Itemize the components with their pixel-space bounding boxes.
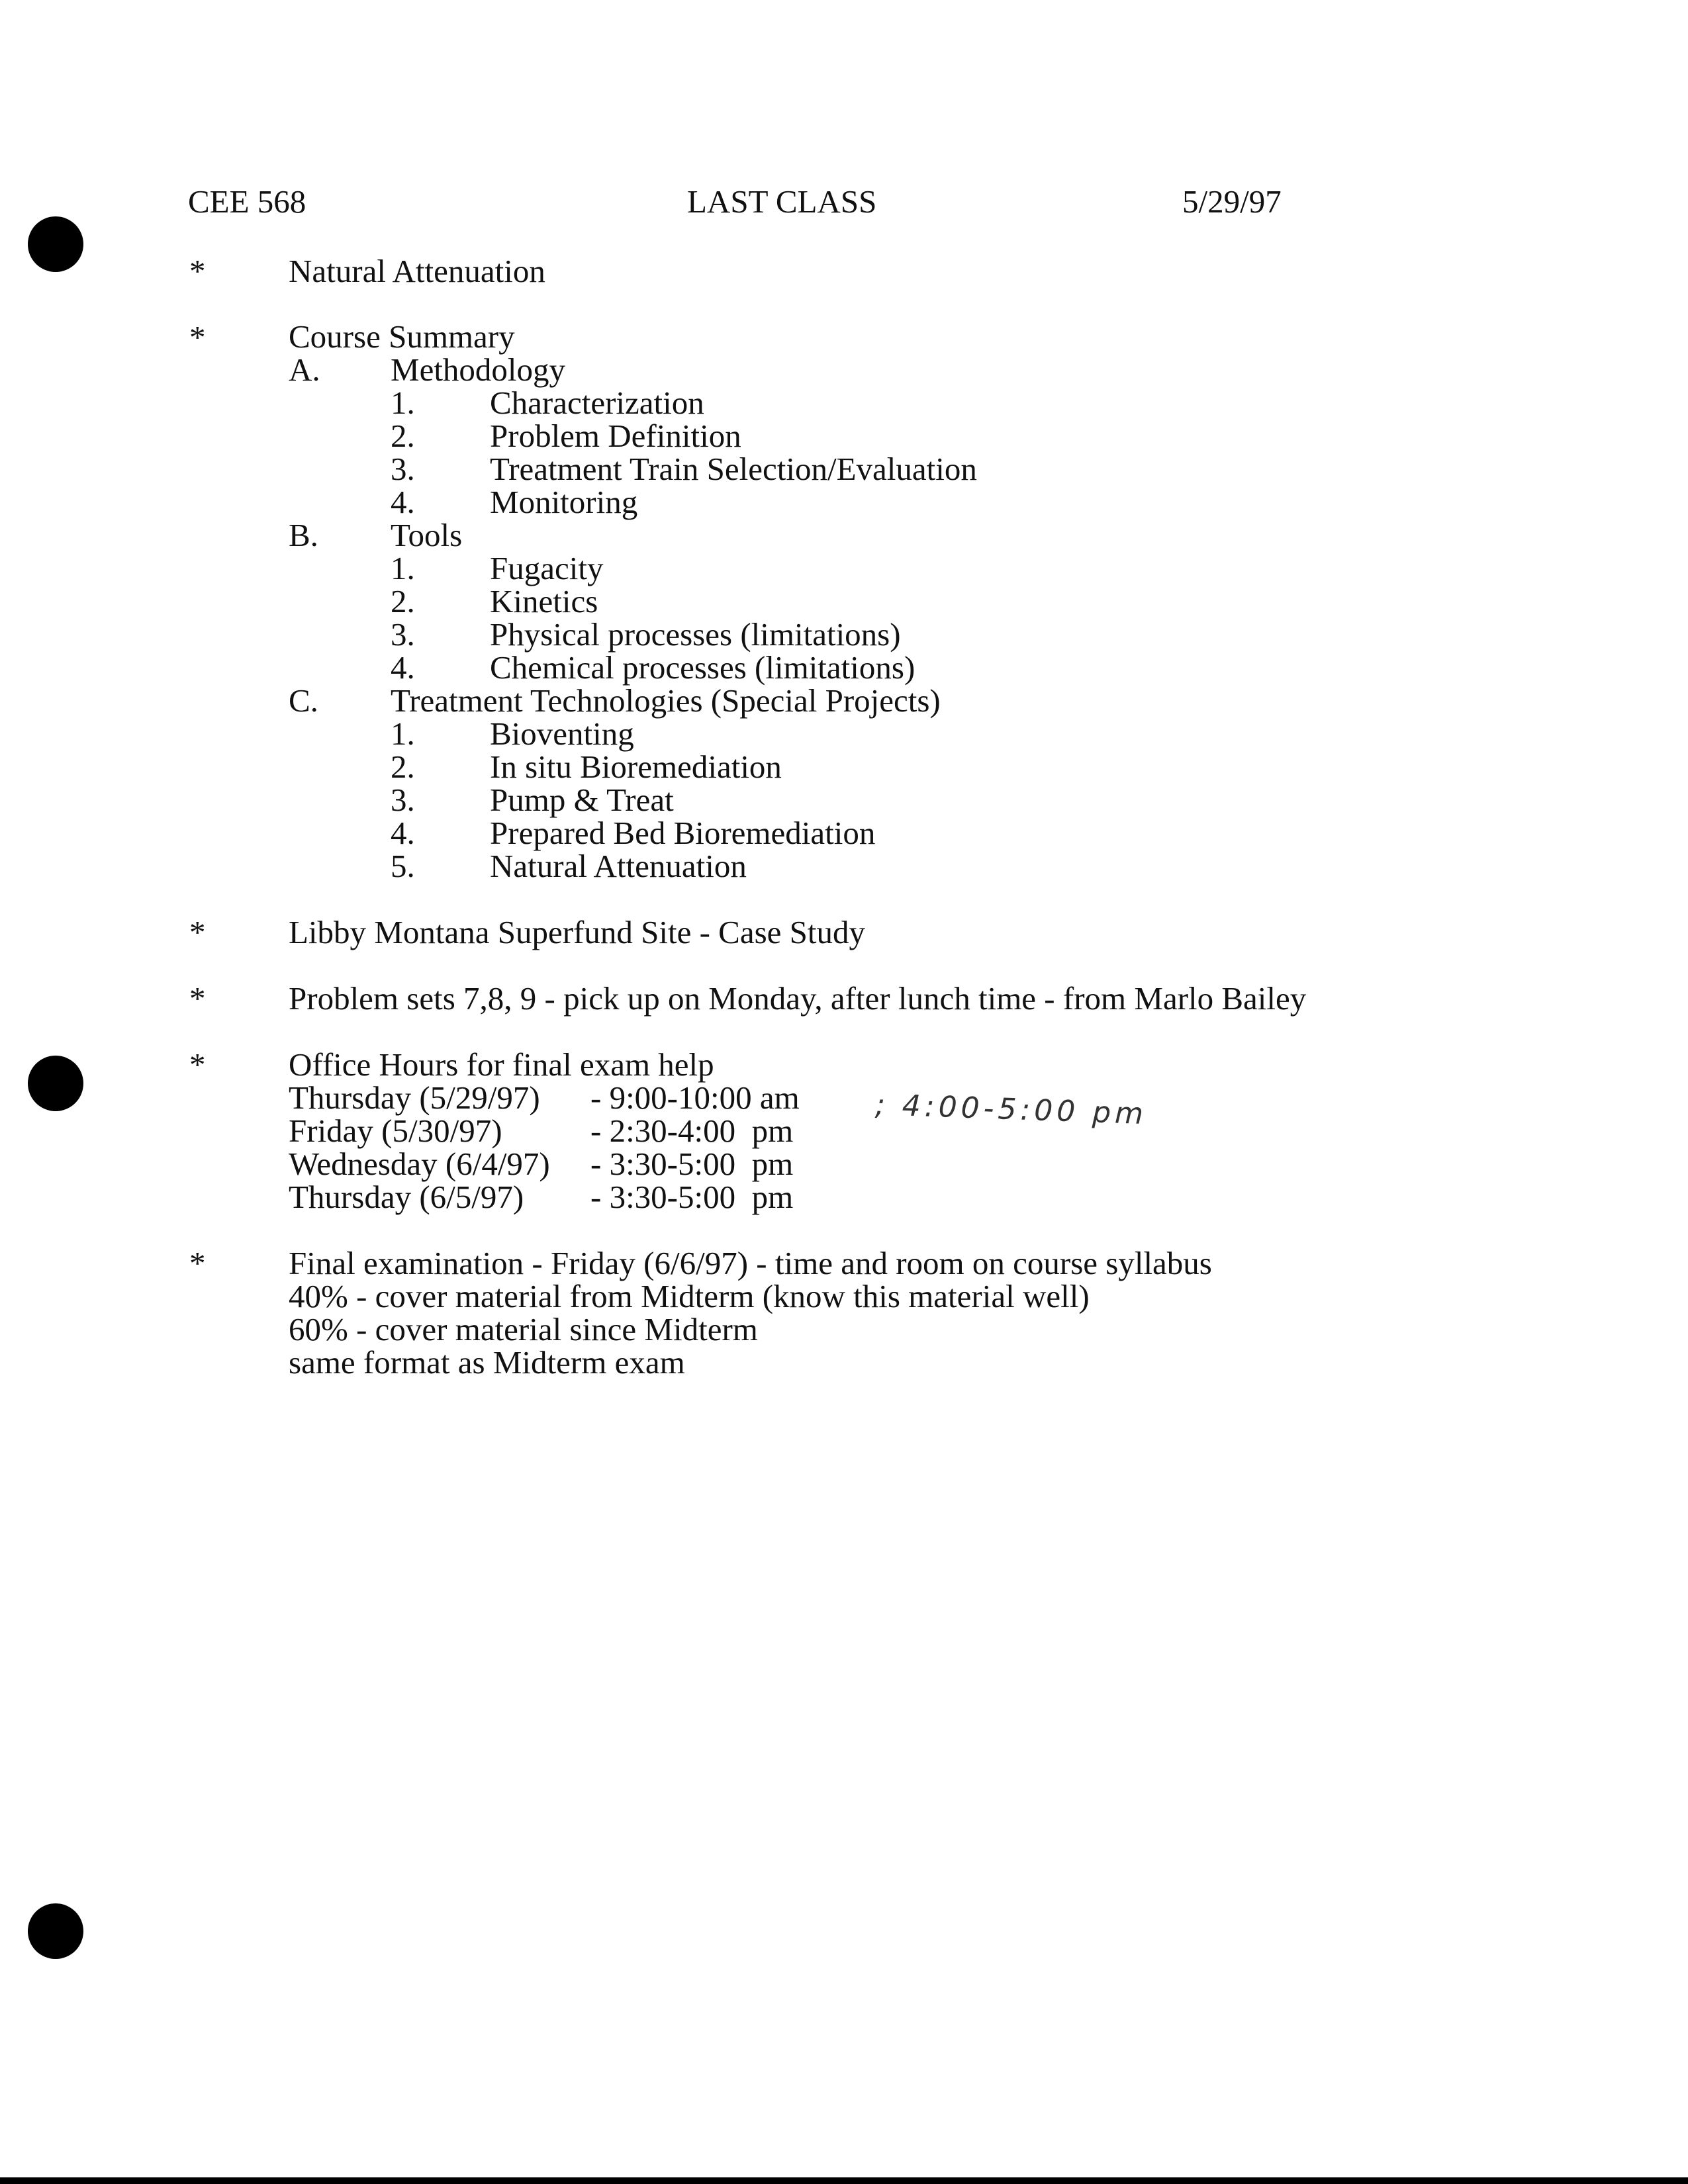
item-number: 3. — [391, 616, 415, 653]
punch-hole-bottom — [28, 1903, 83, 1959]
final-exam-line: same format as Midterm exam — [289, 1344, 685, 1381]
item-text: Kinetics — [490, 583, 598, 619]
bullet-star: * — [189, 319, 206, 355]
bullet-star: * — [189, 914, 206, 950]
final-exam-line: Final examination - Friday (6/6/97) - time and room on course syllabus — [289, 1245, 1212, 1281]
scan-edge — [0, 2177, 1688, 2184]
item-text: Characterization — [490, 385, 704, 421]
section-letter: C. — [289, 682, 318, 719]
item-number: 1. — [391, 385, 415, 421]
course-summary-heading: Course Summary — [289, 318, 515, 355]
final-exam-line: 60% - cover material since Midterm — [289, 1311, 758, 1347]
item-text: Fugacity — [490, 550, 604, 586]
item-number: 2. — [391, 583, 415, 619]
item-number: 3. — [391, 451, 415, 487]
office-hours-time: - 2:30-4:00 pm — [590, 1113, 794, 1149]
item-text: Natural Attenuation — [490, 848, 747, 884]
item-text: Treatment Train Selection/Evaluation — [490, 451, 977, 487]
item-number: 4. — [391, 649, 415, 686]
office-hours-time: - 3:30-5:00 pm — [590, 1179, 794, 1215]
final-exam-line: 40% - cover material from Midterm (know this material well) — [289, 1278, 1090, 1314]
bullet-star: * — [189, 1046, 206, 1083]
item-number: 3. — [391, 782, 415, 818]
course-code: CEE 568 — [188, 183, 306, 220]
item-text: In situ Bioremediation — [490, 749, 782, 785]
office-hours-day: Thursday (5/29/97) — [289, 1079, 540, 1116]
section-letter: A. — [289, 351, 320, 388]
punch-hole-top — [28, 216, 83, 272]
item-number: 1. — [391, 550, 415, 586]
bullet-star: * — [189, 1245, 206, 1281]
item-text: Chemical processes (limitations) — [490, 649, 915, 686]
item-number: 2. — [391, 418, 415, 454]
office-hours-heading: Office Hours for final exam help — [289, 1046, 714, 1083]
handwritten-note: ; 4:00-5:00 pm — [874, 1087, 1148, 1132]
office-hours-day: Wednesday (6/4/97) — [289, 1146, 550, 1182]
office-hours-day: Thursday (6/5/97) — [289, 1179, 524, 1215]
item-text: Bioventing — [490, 715, 634, 752]
page-title: LAST CLASS — [687, 183, 877, 220]
item-number: 2. — [391, 749, 415, 785]
bullet-star: * — [189, 253, 206, 289]
item-text: Pump & Treat — [490, 782, 674, 818]
office-hours-time: - 9:00-10:00 am — [590, 1079, 800, 1116]
topic-natural-attenuation: Natural Attenuation — [289, 253, 545, 289]
item-text: Physical processes (limitations) — [490, 616, 901, 653]
bullet-star: * — [189, 980, 206, 1017]
item-text: Monitoring — [490, 484, 638, 520]
item-text: Problem Definition — [490, 418, 741, 454]
section-title: Treatment Technologies (Special Projects) — [391, 682, 941, 719]
item-text: Prepared Bed Bioremediation — [490, 815, 876, 851]
office-hours-time: - 3:30-5:00 pm — [590, 1146, 794, 1182]
punch-hole-middle — [28, 1056, 83, 1111]
section-title: Methodology — [391, 351, 566, 388]
problem-sets-line: Problem sets 7,8, 9 - pick up on Monday, after lunch time - from Marlo Bailey — [289, 980, 1307, 1017]
item-number: 4. — [391, 484, 415, 520]
item-number: 1. — [391, 715, 415, 752]
office-hours-day: Friday (5/30/97) — [289, 1113, 502, 1149]
header-date: 5/29/97 — [1182, 183, 1282, 220]
item-number: 5. — [391, 848, 415, 884]
section-title: Tools — [391, 517, 463, 553]
item-number: 4. — [391, 815, 415, 851]
case-study-line: Libby Montana Superfund Site - Case Study — [289, 914, 866, 950]
section-letter: B. — [289, 517, 318, 553]
